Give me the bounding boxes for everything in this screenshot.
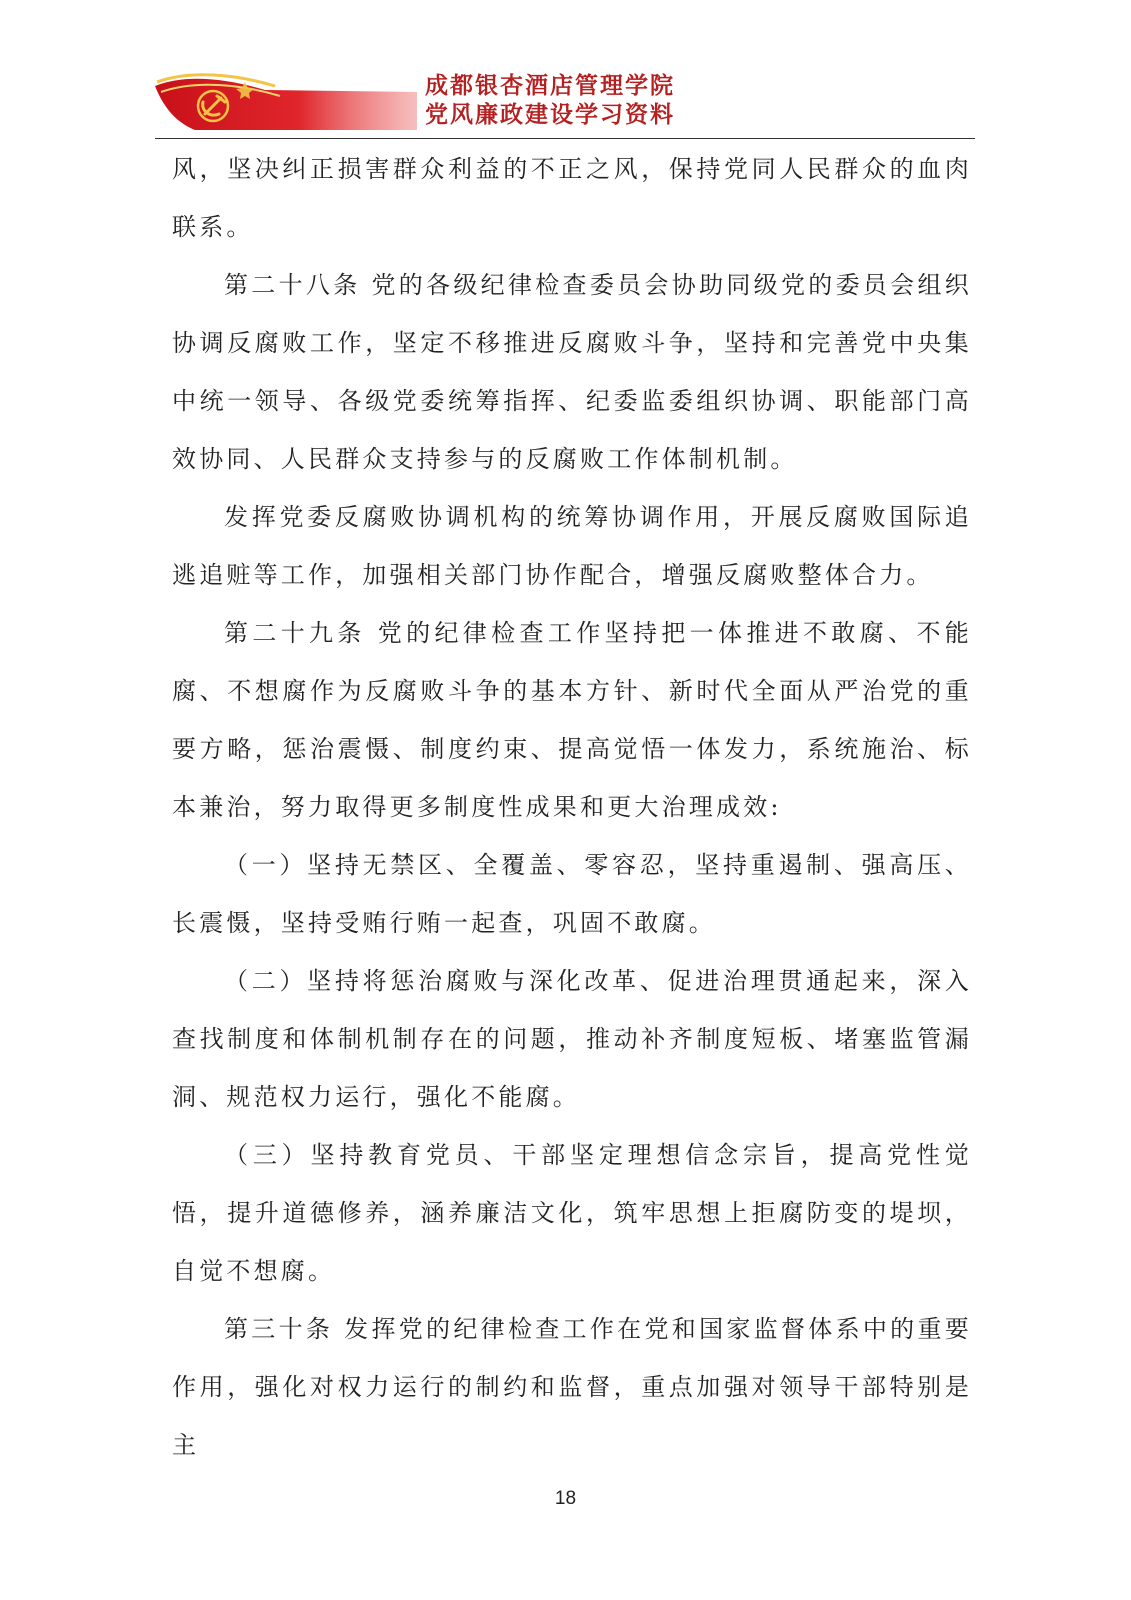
party-flag-banner xyxy=(155,72,417,130)
page-number: 18 xyxy=(554,1488,577,1509)
header-divider xyxy=(155,138,975,139)
paragraph-coordination: 发挥党委反腐败协调机构的统筹协调作用，开展反腐败国际追逃追赃等工作，加强相关部门协作配合，增强反腐败整体合力。 xyxy=(172,503,972,589)
page-header xyxy=(155,64,975,140)
paragraph-item-2: （二）坚持将惩治腐败与深化改革、促进治理贯通起来，深入查找制度和体制机制存在的问题，推动补齐制度短板、堵塞监管漏洞、规范权力运行，强化不能腐。 xyxy=(172,967,972,1111)
paragraph-article-30: 第三十条 发挥党的纪律检查工作在党和国家监督体系中的重要作用，强化对权力运行的制约和监督，重点加强对领导干部特别是主 xyxy=(172,1315,972,1459)
header-title xyxy=(425,72,675,130)
paragraph-continuation: 风，坚决纠正损害群众利益的不正之风，保持党同人民群众的血肉联系。 xyxy=(172,155,972,241)
paragraph-article-29: 第二十九条 党的纪律检查工作坚持把一体推进不敢腐、不能腐、不想腐作为反腐败斗争的基本方针、新时代全面从严治党的重要方略，惩治震慑、制度约束、提高觉悟一体发力，系统施治、标本兼治，努力取得更多制度性成果和更大治理成效: xyxy=(172,619,972,821)
paragraph-article-28: 第二十八条 党的各级纪律检查委员会协助同级党的委员会组织协调反腐败工作，坚定不移推进反腐败斗争，坚持和完善党中央集中统一领导、各级党委统筹指挥、纪委监委组织协调、职能部门高效协同、人民群众支持参与的反腐败工作体制机制。 xyxy=(172,271,972,473)
paragraph-item-3: （三）坚持教育党员、干部坚定理想信念宗旨，提高党性觉悟，提升道德修养，涵养廉洁文化，筑牢思想上拒腐防变的堤坝，自觉不想腐。 xyxy=(172,1141,972,1285)
paragraph-item-1: （一）坚持无禁区、全覆盖、零容忍，坚持重遏制、强高压、长震慑，坚持受贿行贿一起查，巩固不敢腐。 xyxy=(172,851,972,937)
header-title-line2: 党风廉政建设学习资料 xyxy=(425,102,675,128)
header-title-line1: 成都银杏酒店管理学院 xyxy=(425,73,675,99)
document-body xyxy=(172,140,972,1474)
